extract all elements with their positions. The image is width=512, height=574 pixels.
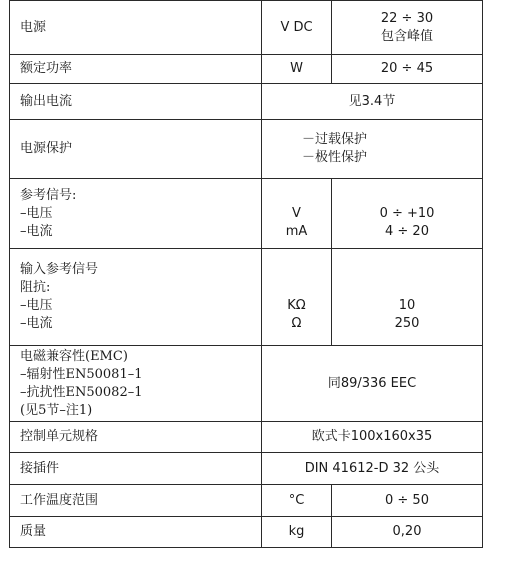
row-unit — [262, 517, 332, 548]
row-unit-line: KΩ — [287, 298, 306, 313]
row-unit-line: kg — [288, 524, 305, 539]
row-value — [332, 517, 483, 548]
row-value-line: 10 — [398, 298, 416, 313]
row-merged-value-line: DIN 41612-D 32 公头 — [304, 460, 440, 476]
row-label-line: 接插件 — [20, 460, 60, 476]
row-merged-value — [262, 346, 483, 422]
spec-table — [9, 0, 483, 548]
table-row — [10, 485, 483, 517]
row-label-line: –辐射性EN50081–1 — [20, 366, 143, 382]
row-label-line: –电流 — [20, 316, 53, 331]
row-unit-line: W — [290, 61, 303, 76]
row-label — [10, 517, 262, 548]
row-value-line — [338, 279, 476, 297]
row-label — [10, 249, 262, 346]
row-unit-line: V — [292, 205, 301, 221]
row-value — [332, 55, 483, 84]
row-value-line: 0,20 — [392, 524, 422, 539]
row-value — [332, 485, 483, 517]
row-label — [10, 453, 262, 485]
table-row — [10, 1, 483, 55]
row-value — [332, 179, 483, 249]
row-value-line: 22 ÷ 30 — [380, 10, 434, 26]
row-merged-value — [262, 453, 483, 485]
row-label-line: –电压 — [20, 205, 53, 221]
table-row — [10, 517, 483, 548]
row-unit-line — [268, 187, 325, 205]
row-merged-value — [262, 84, 483, 120]
row-unit — [262, 249, 332, 346]
row-label-line: 控制单元规格 — [20, 429, 99, 444]
row-value-line: 0 ÷ 50 — [385, 492, 429, 508]
row-unit — [262, 1, 332, 55]
row-label — [10, 84, 262, 120]
row-label-line: 电源 — [20, 19, 47, 35]
table-row — [10, 453, 483, 485]
row-value-line: 20 ÷ 45 — [380, 61, 434, 76]
row-unit-line: mA — [285, 223, 308, 239]
row-label-line: (见5节–注1) — [20, 402, 93, 418]
row-label-line: 工作温度范围 — [20, 492, 99, 508]
row-value — [332, 249, 483, 346]
row-label — [10, 55, 262, 84]
row-label-line: 输出电流 — [20, 93, 73, 109]
row-unit — [262, 179, 332, 249]
row-merged-value-line: 见3.4节 — [348, 93, 396, 109]
table-row — [10, 422, 483, 453]
row-unit-line: °C — [288, 492, 305, 508]
row-unit-line — [268, 279, 325, 297]
spec-table-body — [10, 1, 483, 548]
table-row — [10, 249, 483, 346]
row-merged-value-line: －过载保护 — [302, 132, 368, 147]
row-merged-value — [262, 422, 483, 453]
table-row — [10, 346, 483, 422]
row-merged-value-line: 同89/336 EEC — [327, 375, 417, 391]
row-unit — [262, 485, 332, 517]
row-label-line: –电压 — [20, 298, 53, 313]
row-label-line: 电源保护 — [20, 141, 73, 156]
table-row — [10, 55, 483, 84]
table-row — [10, 179, 483, 249]
row-value-line: 4 ÷ 20 — [385, 223, 429, 239]
row-label-line: 输入参考信号 — [20, 262, 99, 277]
row-value-line: 包含峰值 — [380, 28, 433, 44]
row-label-line: 额定功率 — [20, 61, 73, 76]
row-value-line — [338, 187, 476, 205]
row-label — [10, 1, 262, 55]
row-label — [10, 120, 262, 179]
row-unit-line: V DC — [280, 19, 313, 35]
row-label-line: 阻抗: — [20, 280, 51, 295]
row-unit-line — [268, 261, 325, 279]
row-label — [10, 346, 262, 422]
row-label-line: 参考信号: — [20, 187, 77, 203]
row-value-line: 250 — [394, 316, 420, 331]
row-label-line: –抗扰性EN50082–1 — [20, 384, 143, 400]
row-value — [332, 1, 483, 55]
table-row — [10, 84, 483, 120]
row-merged-value — [262, 120, 483, 179]
row-label — [10, 179, 262, 249]
table-row — [10, 120, 483, 179]
row-merged-value-line: －极性保护 — [302, 150, 368, 165]
row-merged-value-line: 欧式卡100x160x35 — [311, 429, 433, 444]
row-label-line: 电磁兼容性(EMC) — [20, 348, 128, 364]
row-value-line — [338, 261, 476, 279]
row-label-line: –电流 — [20, 223, 53, 239]
row-label — [10, 485, 262, 517]
row-label — [10, 422, 262, 453]
row-unit-line: Ω — [291, 316, 302, 331]
row-unit — [262, 55, 332, 84]
row-value-line: 0 ÷ +10 — [379, 205, 435, 221]
row-label-line: 质量 — [20, 524, 47, 539]
